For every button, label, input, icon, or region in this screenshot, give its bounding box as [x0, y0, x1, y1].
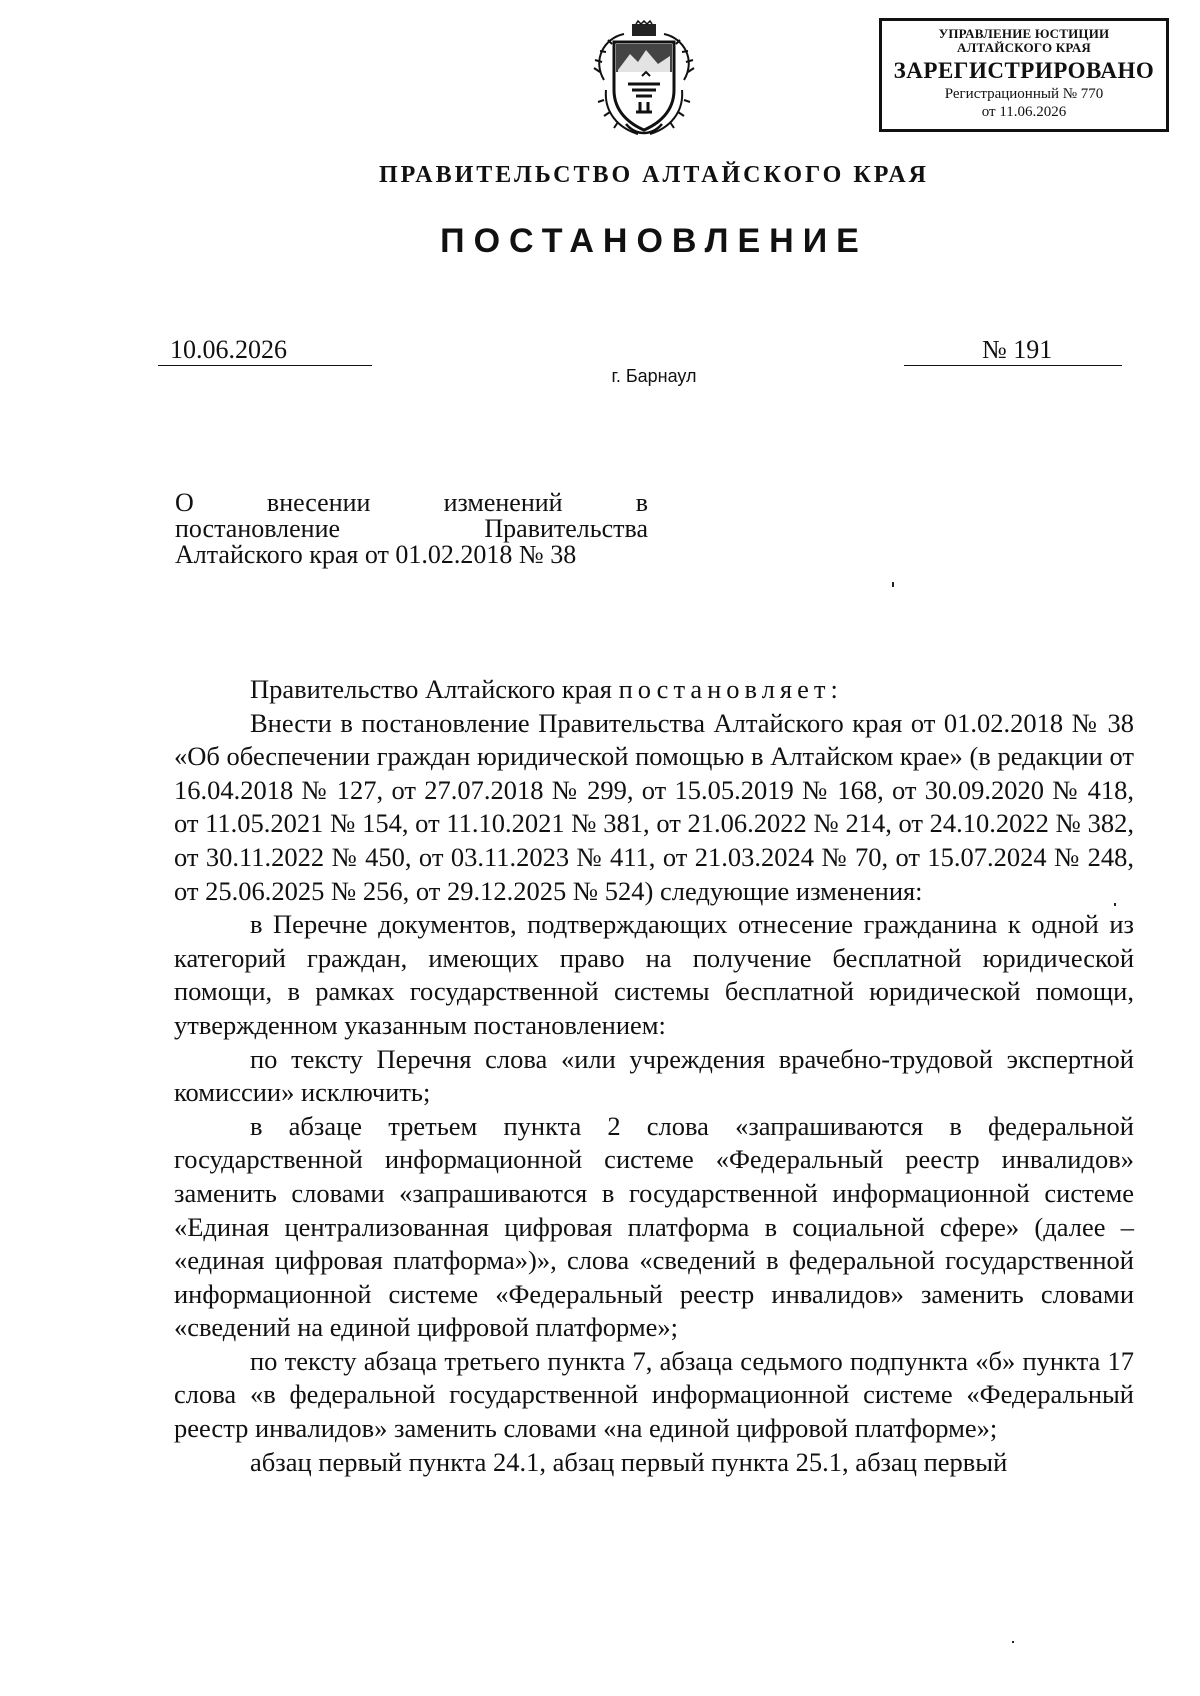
document-city: г. Барнаул — [611, 366, 697, 386]
intro-prefix: Правительство Алтайского края — [250, 674, 612, 704]
body-paragraph: в Перечне документов, подтверждающих отнесение гражданина к одной из категорий граждан, имеющих право на получение бесплатной юридической помощи, в рамках государственной системы бесплатной юридической помощи, утвержденном указанным постановлением: — [174, 909, 1134, 1040]
subject-line: Алтайского края от 01.02.2018 № 38 — [175, 540, 577, 569]
document-date: 10.06.2026 — [158, 335, 372, 366]
document-number: № 191 — [904, 335, 1122, 366]
stamp-status: ЗАРЕГИСТРИРОВАНО — [893, 58, 1155, 83]
body-paragraph: по тексту Перечня слова «или учреждения врачебно-трудовой экспертной комиссии» исключить; — [174, 1043, 1134, 1108]
subject-line: О внесении изменений в — [175, 488, 648, 517]
scan-speck — [1012, 1641, 1014, 1643]
authority-title: ПРАВИТЕЛЬСТВО АЛТАЙСКОГО КРАЯ — [379, 162, 929, 188]
body-paragraph: по тексту абзаца третьего пункта 7, абзаца седьмого подпункта «б» пункта 17 слова «в федеральной государственной информационной системе «Федеральный реестр инвалидов» заменить словами «на единой цифровой платформе»; — [174, 1345, 1134, 1444]
intro-verb: постановляет: — [618, 674, 843, 704]
scan-speck — [892, 582, 894, 587]
document-type-title: ПОСТАНОВЛЕНИЕ — [440, 222, 868, 260]
body-paragraph: абзац первый пункта 24.1, абзац первый пункта 25.1, абзац первый — [250, 1446, 1008, 1477]
document-body — [174, 673, 1134, 1479]
coat-of-arms-emblem — [582, 20, 706, 144]
stamp-reg-date: от 11.06.2026 — [981, 104, 1067, 120]
document-subject — [175, 490, 648, 568]
body-paragraph: в абзаце третьем пункта 2 слова «запрашиваются в федеральной государственной информационной системе «Федеральный реестр инвалидов» заменить словами «запрашиваются в государственной информационной системе «Единая централизованная цифровая платформа в социальной сфере» (далее – «единая цифровая платформа»)», слова «сведений в федеральной государственной информационной системе «Федеральный реестр инвалидов» заменить словами «сведений на единой цифровой платформе»; — [174, 1110, 1134, 1343]
stamp-line2: АЛТАЙСКОГО КРАЯ — [957, 40, 1091, 55]
stamp-line1: УПРАВЛЕНИЕ ЮСТИЦИИ — [938, 26, 1110, 41]
body-paragraph: Внести в постановление Правительства Алтайского края от 01.02.2018 № 38 «Об обеспечении граждан юридической помощью в Алтайском крае» (в редакции от 16.04.2018 № 127, от 27.07.2018 № 299, от 15.05.2019 № 168, от 30.09.2020 № 418, от 11.05.2021 № 154, от 11.10.2021 № 381, от 21.06.2022 № 214, от 24.10.2022 № 382, от 30.11.2022 № 450, от 03.11.2023 № 411, от 21.03.2024 № 70, от 15.07.2024 № 248, от 25.06.2025 № 256, от 29.12.2025 № 524) следующие изменения: — [174, 707, 1134, 906]
registration-stamp — [879, 18, 1169, 132]
subject-line: постановление Правительства — [175, 514, 648, 543]
scan-speck — [1114, 903, 1116, 906]
intro-paragraph — [174, 673, 1134, 707]
stamp-reg-number: Регистрационный № 770 — [944, 86, 1104, 102]
